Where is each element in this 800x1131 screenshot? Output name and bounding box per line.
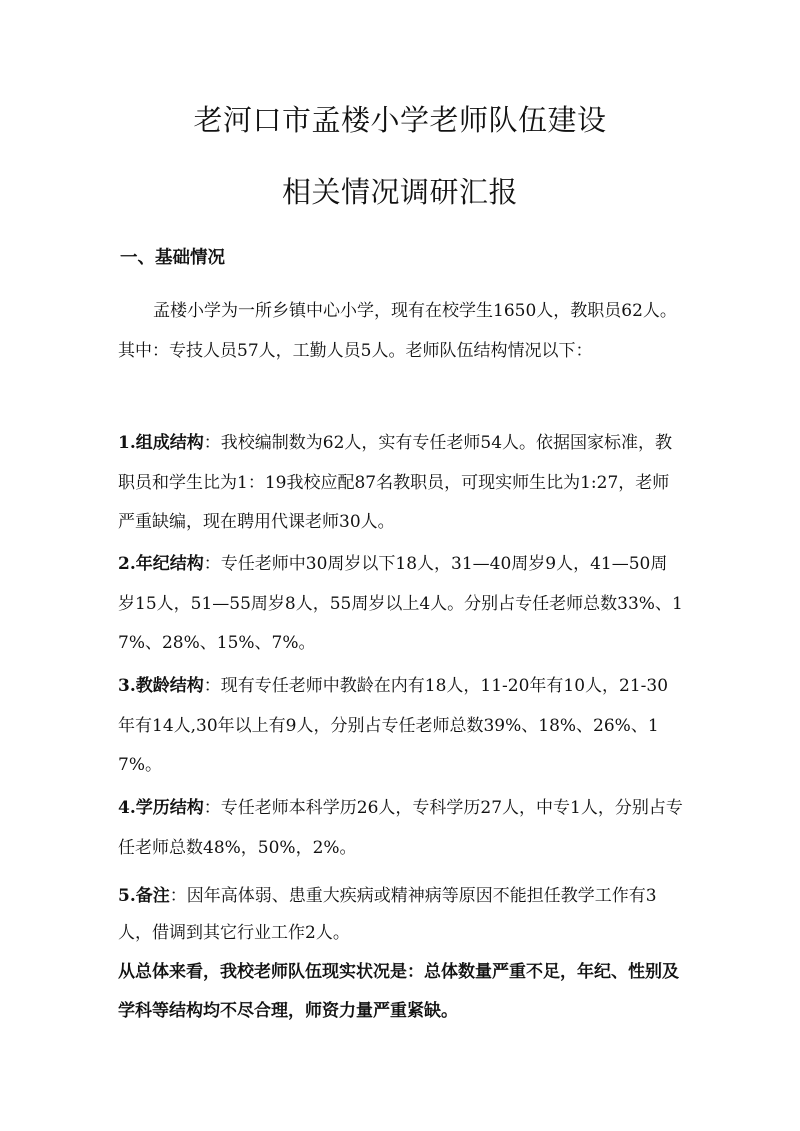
item-text: ：因年高体弱、患重大疾病或精神病等原因不能担任教学工作有3人，借调到其它行业工作2人。: [118, 886, 657, 943]
item-label: 5.备注: [118, 886, 170, 906]
item-text: ：我校编制数为62人，实有专任老师54人。依据国家标准，教职员和学生比为1：19我校应配87名教职员，可现实师生比为1:27，老师严重缺编，现在聘用代课老师30人。: [118, 433, 673, 532]
item-label: 1.组成结构: [118, 433, 204, 453]
section-heading-basic-info: 一、基础情况: [120, 248, 225, 268]
item-remarks: [118, 878, 683, 952]
item-text: ：专任老师中30周岁以下18人，31—40周岁9人，41—50周岁15人，51—55周岁8人，55周岁以上4人。分别占专任老师总数33%、17%、28%、15%、7%。: [118, 554, 683, 653]
item-teaching-years-structure: [118, 667, 683, 786]
item-text: ：专任老师本科学历26人，专科学历27人，中专1人，分别占专任老师总数48%，50%，2%。: [118, 798, 683, 858]
item-text: ：现有专任老师中教龄在内有18人，11-20年有10人，21-30年有14人,30年以上有9人，分别占专任老师总数39%、18%、26%、17%。: [118, 676, 669, 775]
item-label: 2.年纪结构: [118, 554, 204, 574]
item-composition-structure: [118, 424, 683, 543]
summary-paragraph: 从总体来看，我校老师队伍现实状况是：总体数量严重不足，年纪、性别及学科等结构均不尽合理，师资力量严重紧缺。: [118, 962, 679, 1021]
document-title-line2: 相关情况调研汇报: [281, 175, 518, 209]
item-label: 3.教龄结构: [118, 676, 204, 696]
item-label: 4.学历结构: [118, 798, 204, 818]
intro-paragraph: 孟楼小学为一所乡镇中心小学，现有在校学生1650人，教职员62人。其中：专技人员57人，工勤人员5人。老师队伍结构情况以下：: [118, 301, 677, 361]
document-title-line1: 老河口市孟楼小学老师队伍建设: [193, 103, 607, 137]
item-education-structure: [118, 789, 683, 868]
item-age-structure: [118, 545, 683, 664]
